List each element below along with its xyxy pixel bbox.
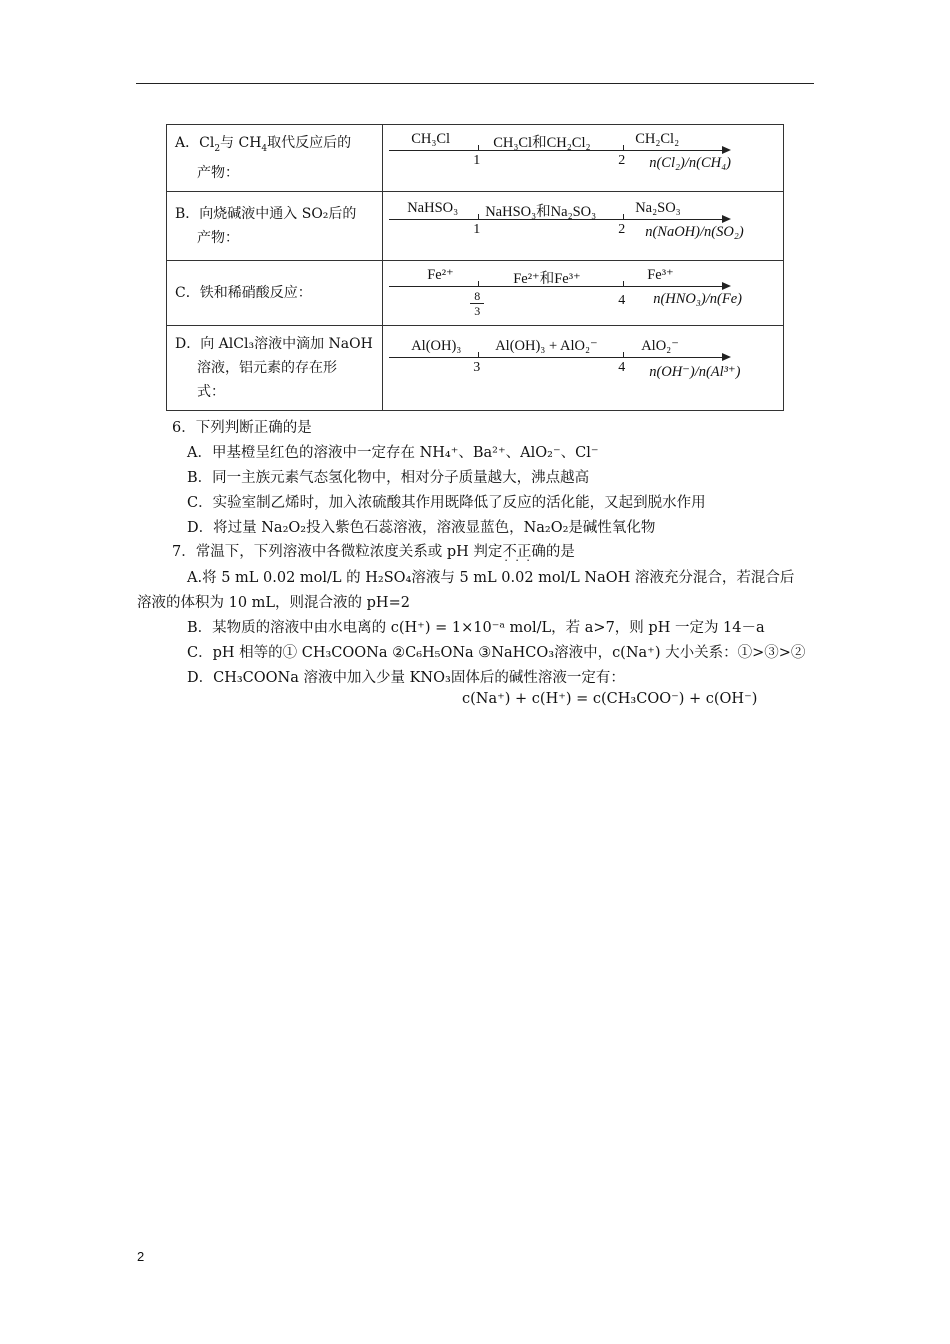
segment-label: Fe²⁺ (427, 267, 454, 283)
row-b-diagram (383, 192, 784, 261)
q6-stem: 6．下列判断正确的是 (172, 420, 312, 436)
segment-label: Al(OH)₃ + AlO₂⁻ (495, 338, 598, 354)
q7-option-a-line2: 溶液的体积为 10 mL，则混合液的 pH=2 (137, 595, 410, 611)
table-row-c (167, 261, 784, 326)
axis-label: n(NaOH)/n(SO₂) (645, 224, 744, 240)
table-row-b (167, 192, 784, 261)
segment-label: Fe²⁺和Fe³⁺ (513, 271, 581, 287)
table-row-d (167, 326, 784, 411)
axis-label: n(HNO₃)/n(Fe) (653, 291, 742, 307)
row-a-text3: 取代反应后的 (267, 135, 352, 152)
q6-option-b: B．同一主族元素气态氢化物中，相对分子质量越大，沸点越高 (187, 470, 590, 486)
segment-label: Fe³⁺ (647, 267, 674, 283)
row-d-diagram (383, 326, 784, 411)
tick-label: 2 (618, 222, 626, 237)
axis-arrow (389, 219, 723, 220)
q7-option-c: C．pH 相等的① CH₃COONa ②C₆H₅ONa ③NaHCO₃溶液中，c(Na⁺) 大小关系：①>③>② (187, 645, 806, 661)
tick-label: 4 (618, 360, 626, 375)
row-d-text: D．向 AlCl₃溶液中滴加 NaOH (175, 336, 373, 352)
row-a-sub1: 2 (214, 143, 221, 154)
tick-mark (623, 145, 624, 151)
row-a-text4: 产物： (197, 164, 239, 181)
segment-label: AlO₂⁻ (641, 338, 679, 354)
fraction-numerator: 8 (474, 289, 481, 303)
fraction-denominator: 3 (474, 304, 481, 318)
q7-stem-text2: 的是 (545, 544, 575, 560)
tick-label: 1 (473, 222, 481, 237)
row-d-text2: 溶液，铝元素的存在形 (197, 360, 337, 376)
axis-arrow (389, 357, 723, 358)
row-b-text: B．向烧碱液中通入 SO₂后的 (175, 206, 357, 222)
row-a-sub2: 4 (261, 143, 268, 154)
segment-label: CH₂Cl₂ (635, 131, 680, 147)
axis-label: n(Cl₂)/n(CH₄) (649, 155, 731, 171)
table-row-a (167, 125, 784, 192)
tick-mark (623, 352, 624, 358)
options-table (166, 124, 784, 411)
q7-stem (172, 540, 575, 561)
row-b-label (167, 192, 383, 261)
row-c-label (167, 261, 383, 326)
q7-stem-text: 7．常温下，下列溶液中各微粒浓度关系或 pH 判定 (172, 544, 503, 560)
q6-option-a: A．甲基橙呈红色的溶液中一定存在 NH₄⁺、Ba²⁺、AlO₂⁻、Cl⁻ (187, 445, 599, 461)
segment-label: Na₂SO₃ (635, 200, 681, 216)
q7-option-d-line1: D．CH₃COONa 溶液中加入少量 KNO₃固体后的碱性溶液一定有： (187, 670, 625, 686)
axis-label: n(OH⁻)/n(Al³⁺) (649, 364, 741, 380)
row-d-label (167, 326, 383, 411)
row-a-label (167, 125, 383, 192)
segment-label: NaHSO₃和Na₂SO₃ (485, 204, 597, 220)
row-b-text2: 产物： (197, 230, 239, 246)
q6-option-d: D．将过量 Na₂O₂投入紫色石蕊溶液，溶液显蓝色，Na₂O₂是碱性氧化物 (187, 520, 656, 536)
tick-label: 1 (473, 153, 481, 168)
tick-mark (478, 281, 479, 287)
tick-mark (623, 281, 624, 287)
row-a-text: A．Cl (175, 135, 215, 152)
q7-option-a-line1: A.将 5 mL 0.02 mol/L 的 H₂SO₄溶液与 5 mL 0.02 mol/L NaOH 溶液充分混合，若混合后 (187, 570, 795, 586)
axis-arrow (389, 286, 723, 287)
page-number: 2 (137, 1249, 145, 1264)
row-d-text3: 式： (197, 384, 225, 400)
q6-option-c: C．实验室制乙烯时，加入浓硫酸其作用既降低了反应的活化能，又起到脱水作用 (187, 495, 706, 511)
row-c-text: C．铁和稀硝酸反应： (175, 285, 312, 301)
fraction-8-3 (470, 290, 484, 317)
tick-mark (478, 214, 479, 220)
tick-label: 4 (618, 293, 626, 308)
tick-mark (478, 352, 479, 358)
row-c-diagram (383, 261, 784, 326)
q7-emphasis: 不正确 · · · (502, 544, 546, 560)
row-a-diagram (383, 125, 784, 192)
segment-label: Al(OH)₃ (411, 338, 462, 354)
tick-mark (478, 145, 479, 151)
axis-arrow (389, 150, 723, 151)
tick-label: 2 (618, 153, 626, 168)
segment-label: NaHSO₃ (407, 200, 459, 216)
q7-option-d-equation: c(Na⁺) + c(H⁺) = c(CH₃COO⁻) + c(OH⁻) (462, 691, 758, 707)
segment-label: CH₃Cl和CH₂Cl₂ (493, 135, 591, 151)
row-a-text2: 与 CH (220, 135, 262, 152)
segment-label: CH₃Cl (411, 131, 451, 147)
tick-label: 3 (473, 360, 481, 375)
tick-mark (623, 214, 624, 220)
q7-option-b: B．某物质的溶液中由水电离的 c(H⁺) = 1×10⁻ᵃ mol/L，若 a>7，则 pH 一定为 14－a (187, 620, 765, 636)
header-rule (136, 83, 814, 84)
